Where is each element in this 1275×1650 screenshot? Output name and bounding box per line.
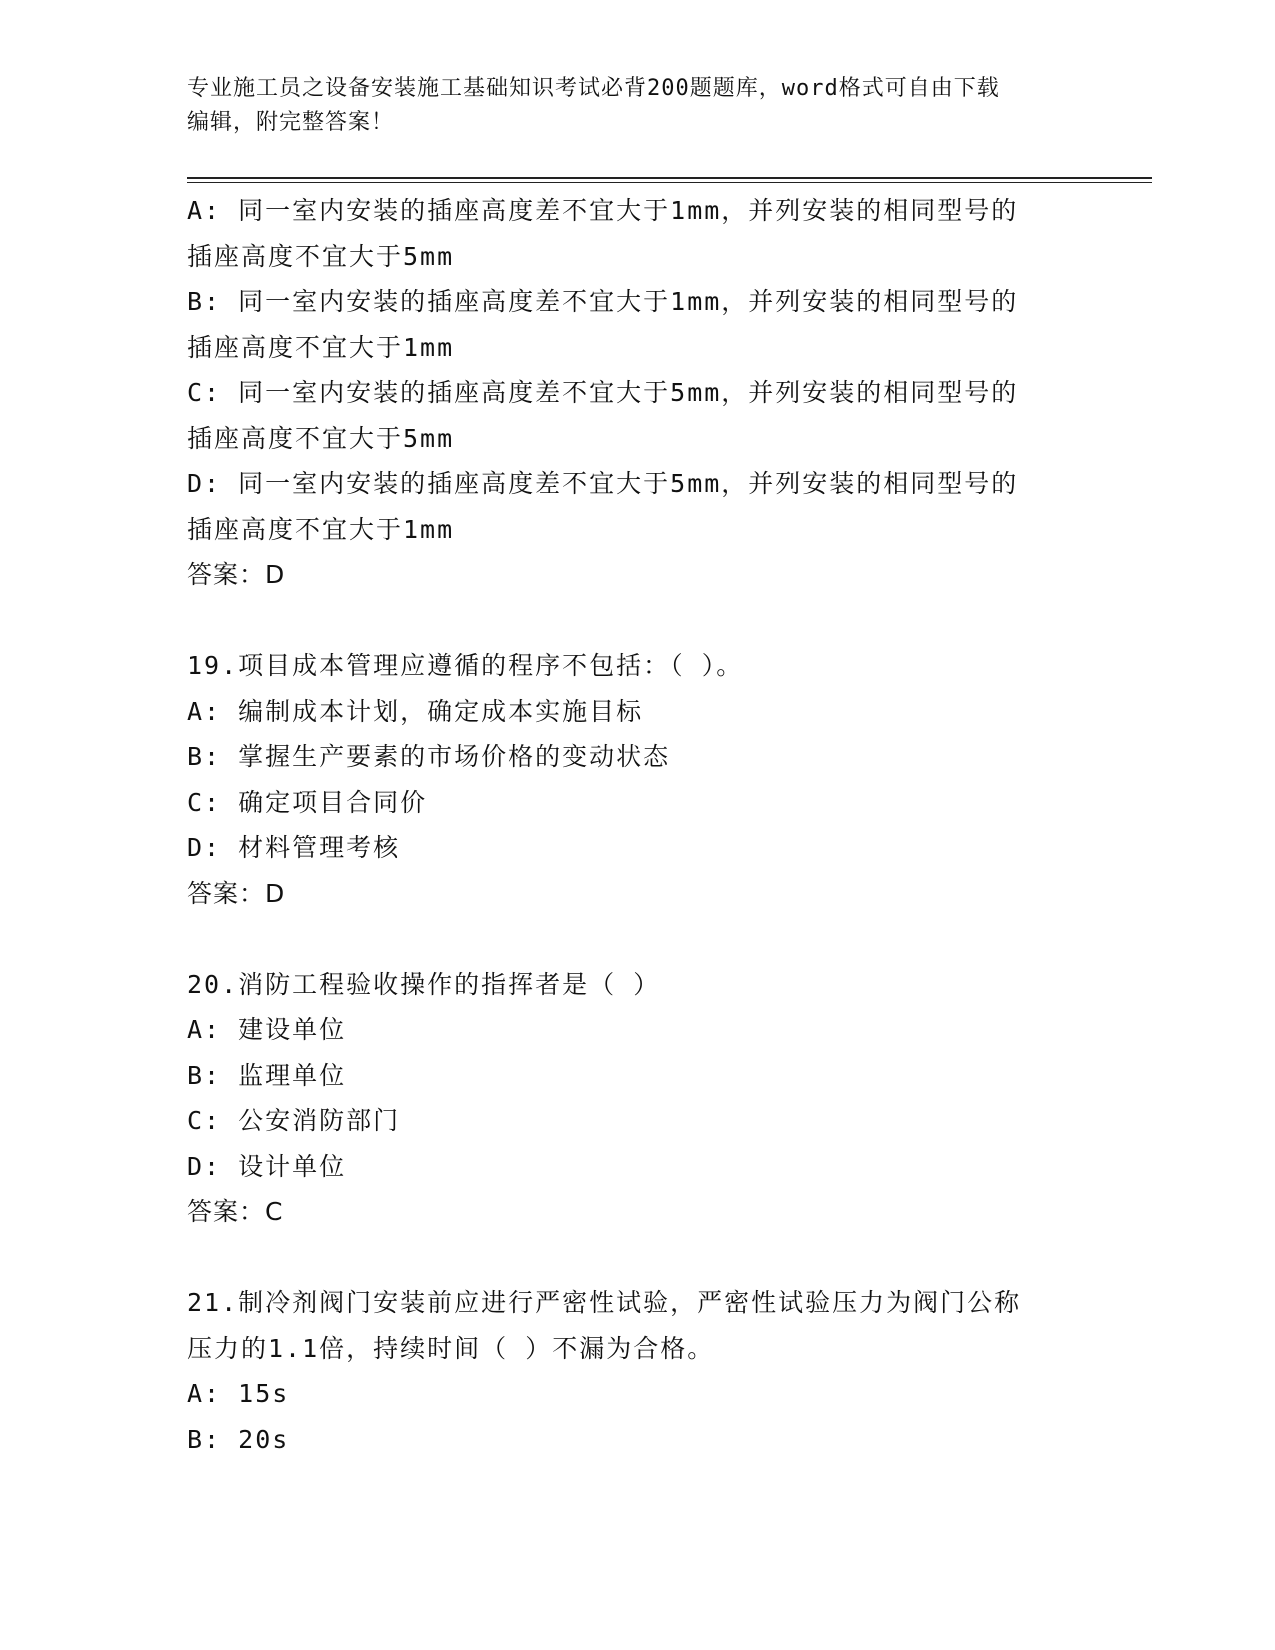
q20-option-a: A: 建设单位 xyxy=(187,1015,347,1044)
q21-stem-line-1: 21.制冷剂阀门安装前应进行严密性试验，严密性试验压力为阀门公称 xyxy=(187,1288,1022,1317)
q20-option-d: D: 设计单位 xyxy=(187,1151,347,1181)
header-rule-thick xyxy=(187,177,1152,179)
q21-stem-line-2: 压力的1.1倍，持续时间（ ）不漏为合格。 xyxy=(187,1333,715,1363)
q18-option-d-line-2: 插座高度不宜大于1mm xyxy=(187,514,455,544)
spacer xyxy=(187,916,1087,962)
q20-stem: 20.消防工程验收操作的指挥者是（ ） xyxy=(187,969,661,999)
q18-option-c-line-1: C: 同一室内安装的插座高度差不宜大于5mm，并列安装的相同型号的 xyxy=(187,378,1019,407)
q19-option-d: D: 材料管理考核 xyxy=(187,833,401,862)
q18-option-a-line-2: 插座高度不宜大于5mm xyxy=(187,241,455,271)
q19-stem: 19.项目成本管理应遵循的程序不包括：（ ）。 xyxy=(187,651,744,680)
q18-option-a-line-1: A: 同一室内安装的插座高度差不宜大于1mm，并列安装的相同型号的 xyxy=(187,196,1019,225)
header-rule-thin xyxy=(187,182,1152,183)
spacer xyxy=(187,598,1087,644)
question-21 xyxy=(187,1280,1087,1462)
q19-option-b: B: 掌握生产要素的市场价格的变动状态 xyxy=(187,742,671,771)
q19-answer: 答案：D xyxy=(187,878,286,908)
header-title-line-1: 专业施工员之设备安装施工基础知识考试必背200题题库，word格式可自由下载 xyxy=(187,76,1000,101)
header-title-line-2: 编辑，附完整答案！ xyxy=(187,110,395,135)
q21-option-b: B: 20s xyxy=(187,1424,290,1454)
question-18 xyxy=(187,188,1087,598)
document-body xyxy=(187,188,1087,1462)
question-19 xyxy=(187,643,1087,916)
q19-option-c: C: 确定项目合同价 xyxy=(187,787,428,817)
q21-option-a: A: 15s xyxy=(187,1379,290,1408)
q20-answer: 答案：C xyxy=(187,1197,284,1226)
spacer xyxy=(187,1235,1087,1281)
question-20 xyxy=(187,962,1087,1235)
q20-option-b: B: 监理单位 xyxy=(187,1060,347,1090)
q18-answer: 答案：D xyxy=(187,560,286,589)
q18-option-d-line-1: D: 同一室内安装的插座高度差不宜大于5mm，并列安装的相同型号的 xyxy=(187,469,1019,498)
q18-option-b-line-2: 插座高度不宜大于1mm xyxy=(187,332,455,362)
q20-option-c: C: 公安消防部门 xyxy=(187,1106,401,1135)
page-header xyxy=(187,72,1067,140)
q18-option-c-line-2: 插座高度不宜大于5mm xyxy=(187,423,455,453)
q18-option-b-line-1: B: 同一室内安装的插座高度差不宜大于1mm，并列安装的相同型号的 xyxy=(187,287,1019,316)
q19-option-a: A: 编制成本计划，确定成本实施目标 xyxy=(187,696,644,726)
